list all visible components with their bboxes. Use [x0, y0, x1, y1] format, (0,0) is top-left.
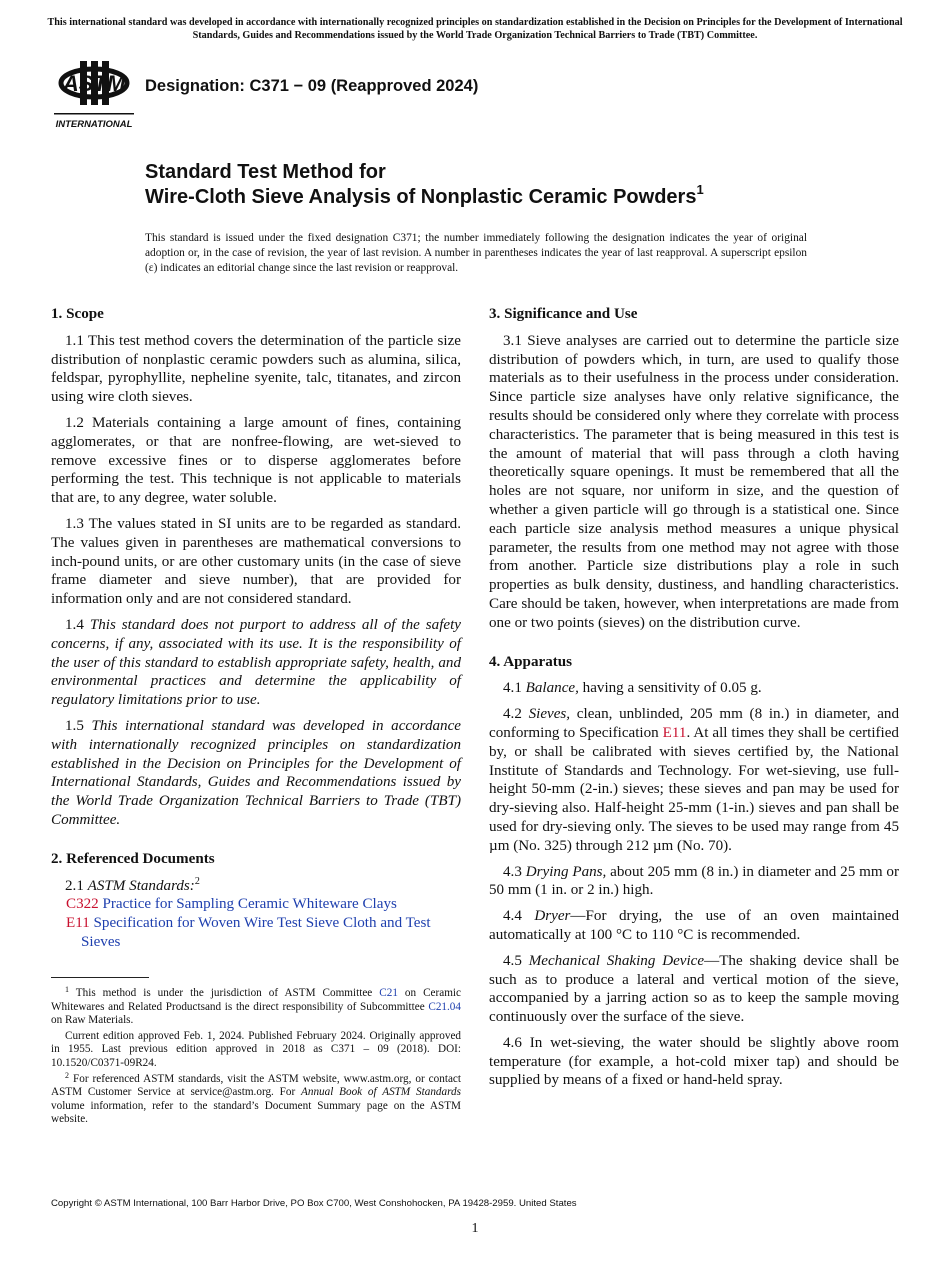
copyright: Copyright © ASTM International, 100 Barr Harbor Drive, PO Box C700, West Conshohocken, PA 19428-2959. United States	[51, 1198, 577, 1209]
referenced-documents-heading: 2. Referenced Documents	[51, 850, 215, 867]
logo-subtext: INTERNATIONAL	[55, 119, 133, 130]
para-4-6: 4.6 In wet-sieving, the water should be slightly above room temperature (for example, a hot-cold mixer tap) and should be supplied by means of a fixed or hand-held spray.	[489, 1034, 899, 1089]
scope-heading: 1. Scope	[51, 306, 104, 322]
para-4-2: 4.2 Sieves, clean, unblinded, 205 mm (8 in.) in diameter, and conforming to Specification E11. At all times they shall be certified by, or shall be calibrated with sieves certified by, the National Institute of Standards and Technology. For wet-sieving, use full-height 50-mm (2-in.) sieves; these sieves and pan may be used for dry-sieving also. Half-height 25-mm (1-in.) sieves and pan shall be used for dry-sieving only. The sieves to be used may range from 45 µm (No. 325) through 212 µm (No. 70).	[489, 706, 900, 854]
para-4-3: 4.3 Drying Pans, about 205 mm (8 in.) in diameter and 25 mm or 50 mm (1 in. or 2 in.) high.	[489, 863, 900, 899]
significance-heading: 3. Significance and Use	[489, 306, 638, 322]
left-column	[51, 305, 461, 952]
link-c21[interactable]: C21	[379, 987, 398, 999]
title-line-1: Standard Test Method for	[145, 161, 386, 183]
footnotes	[51, 987, 461, 1129]
footnote-2: $^2$ For referenced ASTM standards, visit the ASTM website, www.astm.org, or contact ASTM Customer Service at service@astm.org. For Annual Book of ASTM Standards volume information, refer to the standard’s Document Summary page on the ASTM website.	[51, 1070, 461, 1126]
ref-c322[interactable]: C322 Practice for Sampling Ceramic Whiteware Clays	[66, 896, 397, 913]
right-column	[489, 305, 899, 1097]
para-4-1: 4.1 Balance, having a sensitivity of 0.05 g.	[503, 680, 762, 697]
apparatus-heading: 4. Apparatus	[489, 653, 573, 670]
footnote-rule	[51, 977, 149, 978]
para-4-5: 4.5 Mechanical Shaking Device—The shaking device shall be such as to produce a lateral and vertical motion of the sieve, accompanied by a jarring action so as to keep the sample moving continuously over the surface of the sieve.	[489, 952, 900, 1026]
page-number: 1	[471, 1221, 479, 1236]
para-3-1: 3.1 Sieve analyses are carried out to determine the particle size distribution of powders which, in turn, are used to qualify those materials as to their usefulness in the process under consideration. Since particle size analyses have only relative significance, the results should be considered only where they correlate with process characteristics. The parameter that is being measured in this test is the amount of material that will pass through a cloth having theoretically square openings. It must be remembered that all the holes are not square, nor uniform in size, and the question of whether a given particle will go through is a statistical one. Since each particle size analysis method measures a unique physical parameter, the results from one method may not agree with those from another. Particle size distributions play a role in such properties as bulk density, dustiness, and handling characteristics. Care should be taken, however, when interpretations are made from one or two points (sieves) on the distribution curve.	[489, 332, 899, 631]
para-1-2: 1.2 Materials containing a large amount of fines, containing agglomerates, or that are nonfree-flowing, are wet-sieved to remove excessive fines or to disperse agglomerates before performing the test. This technique is not applicable to materials that are, to any degree, water soluble.	[51, 414, 461, 507]
para-1-3: 1.3 The values stated in SI units are to be regarded as standard. The values given in parentheses are mathematical conversions to inch-pound units, or are other customary units (in the case of sieve frame diameter and sieve number), that are provided for information only and are not considered standard.	[51, 515, 461, 608]
designation: Designation: C371 − 09 (Reapproved 2024)	[145, 77, 479, 95]
para-4-4: 4.4 Dryer—For drying, the use of an oven maintained automatically at 100 °C to 110 °C is recommended.	[489, 908, 899, 943]
para-1-4: 1.4 This standard does not purport to address all of the safety concerns, if any, associated with its use. It is the responsibility of the user of this standard to establish appropriate safety, health, and environmental practices and determine the applicability of regulatory limitations prior to use.	[51, 616, 462, 709]
title-footnote-mark: 1	[696, 182, 704, 197]
issued-statement: This standard is issued under the fixed designation C371; the number immediately following the designation indicates the year of original adoption or, in the case of revision, the year of last revision. A number in parentheses indicates the year of last reapproval. A superscript epsilon (ε) indicates an editorial change since the last revision or reapproval.	[145, 232, 807, 274]
document-title	[145, 160, 704, 210]
logo-wordmark: ASTM	[62, 71, 126, 96]
astm-logo	[52, 55, 136, 133]
link-c21-04[interactable]: C21.04	[428, 1000, 461, 1013]
para-1-5: 1.5 This international standard was developed in accordance with internationally recognized principles on standardization established in the Decision on Principles for the Development of International Standards, Guides and Recommendations issued by the World Trade Organization Technical Barriers to Trade (TBT) Committee.	[51, 717, 462, 828]
footnote-1: $^1$ This method is under the jurisdiction of ASTM Committee C21 on Ceramic Whitewares and Related Productsand is the direct responsibility of Subcommittee C21.04 on Raw Materials.	[51, 985, 461, 1027]
astm-logo-mark	[52, 55, 136, 133]
footnote-1-edition: Current edition approved Feb. 1, 2024. Published February 2024. Originally approved in 1955. Last previous edition approved in 2018 as C371 – 09 (2018). DOI: 10.1520/C0371-09R24.	[51, 1029, 461, 1069]
ref-e11[interactable]: E11 Specification for Woven Wire Test Sieve Cloth and Test Sieves	[66, 915, 431, 950]
astm-standards-label: 2.1 ASTM Standards:$^2$	[65, 875, 200, 894]
link-e11[interactable]: E11	[662, 724, 687, 741]
para-1-1: 1.1 This test method covers the determination of the particle size distribution of nonplastic ceramic powders such as alumina, silica, feldspar, pyrophyllite, nepheline syenite, talc, titanates, and zircon using wire cloth sieves.	[51, 332, 461, 406]
title-line-2: Wire-Cloth Sieve Analysis of Nonplastic Ceramic Powders	[145, 186, 697, 208]
standardization-notice: This international standard was developed in accordance with internationally recognized principles on standardization established in the Decision on Principles for the Development of International Standards, Guides and Recommendations issued by the World Trade Organization Technical Barriers to Trade (TBT) Committee.	[47, 17, 903, 41]
